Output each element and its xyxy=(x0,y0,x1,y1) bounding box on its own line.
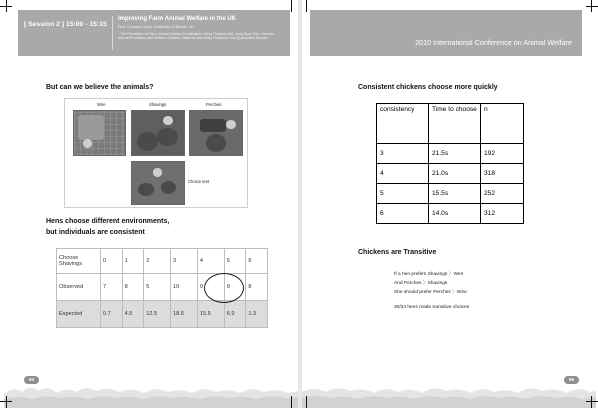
table-cell: 6 xyxy=(377,204,429,224)
grass-footer-left xyxy=(4,376,298,408)
table-cell: 1.3 xyxy=(246,301,268,328)
talk-speaker: Prof. Christine Nicol, University of Bristol, UK xyxy=(118,25,194,29)
column-header: n xyxy=(481,104,524,144)
column-header: Time to choose xyxy=(429,104,481,144)
table-cell: 4 xyxy=(197,249,224,274)
transitive-line-1: If a hen prefers Shavings 〉Wire xyxy=(394,272,464,277)
crop-mark xyxy=(591,396,592,408)
page-number-left: 94 xyxy=(24,376,39,384)
table-cell: 14.0s xyxy=(429,204,481,224)
photo-perches xyxy=(189,110,243,156)
table-cell: 5 xyxy=(377,184,429,204)
table-cell: 3 xyxy=(171,249,198,274)
table-cell: 7 xyxy=(101,274,123,301)
table-row xyxy=(377,184,524,204)
talk-title: Improving Farm Animal Welfare in the UK xyxy=(118,16,237,22)
conference-header-bar xyxy=(310,10,582,56)
heading-believe-animals: But can we believe the animals? xyxy=(46,84,154,91)
talk-related: - The Formation of Farm Animal Welfare Certification Using Program Md. Jong Hyun Kim, Director, Animal Protection and Welfare Division, National Veterinary Research and Quarantine Service xyxy=(118,32,275,41)
table-header-row xyxy=(377,104,524,144)
crop-mark xyxy=(291,0,292,12)
consistency-table xyxy=(376,103,524,224)
session-time: [ Session 2 ] 15:00 - 15:15 xyxy=(24,21,107,28)
table-row xyxy=(377,144,524,164)
table-cell: 21.5s xyxy=(429,144,481,164)
transitive-line-2: And Perches 〉Shavings xyxy=(394,281,448,286)
row-label: Choose Shavings xyxy=(57,249,101,274)
table-cell: 12.5 xyxy=(144,301,171,328)
row-label: Observed xyxy=(57,274,101,301)
table-cell: 318 xyxy=(481,164,524,184)
crop-mark xyxy=(591,0,592,12)
table-row xyxy=(57,301,268,328)
table-cell: 9 xyxy=(224,274,246,301)
row-label: Expected xyxy=(57,301,101,328)
heading-transitive: Chickens are Transitive xyxy=(358,249,437,256)
crop-mark xyxy=(306,0,307,12)
label-perches: Perches xyxy=(206,102,222,107)
table-cell: 192 xyxy=(481,144,524,164)
crop-mark xyxy=(6,0,7,12)
crop-mark xyxy=(291,396,292,408)
label-choice-test: Choice test xyxy=(188,179,209,184)
choice-test-figure xyxy=(64,98,248,208)
table-cell: 21.0s xyxy=(429,164,481,184)
column-header: consistency xyxy=(377,104,429,144)
highlight-circle xyxy=(204,273,244,303)
transitive-result: 30/34 hens made transitive choices xyxy=(394,305,470,310)
crop-mark xyxy=(586,401,598,402)
crop-mark xyxy=(306,396,307,408)
table-cell: 312 xyxy=(481,204,524,224)
session-header-bar xyxy=(18,10,290,56)
right-page xyxy=(302,0,596,408)
table-cell: 3 xyxy=(377,144,429,164)
table-cell: 0.7 xyxy=(101,301,123,328)
left-page xyxy=(4,0,298,408)
table-cell: 1 xyxy=(122,249,144,274)
table-cell: 6 xyxy=(246,249,268,274)
crop-mark xyxy=(586,6,598,7)
table-cell: 8 xyxy=(246,274,268,301)
table-row xyxy=(57,249,268,274)
grass-footer-right xyxy=(302,376,596,408)
table-cell: 5 xyxy=(144,274,171,301)
table-cell: 15.5 xyxy=(197,301,224,328)
photo-wire xyxy=(73,110,126,156)
table-row xyxy=(377,204,524,224)
table-cell: 18.6 xyxy=(171,301,198,328)
table-cell: 0 xyxy=(101,249,123,274)
heading-consistent-chickens: Consistent chickens choose more quickly xyxy=(358,84,498,91)
table-cell: 9 xyxy=(197,274,224,301)
photo-choice-test xyxy=(131,161,185,205)
table-row xyxy=(377,164,524,184)
table-cell: 4.5 xyxy=(122,301,144,328)
table-cell: 4 xyxy=(377,164,429,184)
table-cell: 6.9 xyxy=(224,301,246,328)
table-cell: 8 xyxy=(122,274,144,301)
label-shavings: Shavings xyxy=(149,102,167,107)
page-number-right: 95 xyxy=(564,376,579,384)
table-cell: 15.5s xyxy=(429,184,481,204)
heading-hens-line1: Hens choose different environments, xyxy=(46,218,170,225)
conference-title: 2010 International Conference on Animal Welfare xyxy=(415,38,572,47)
header-divider xyxy=(112,16,113,50)
heading-hens-line2: but individuals are consistent xyxy=(46,229,145,236)
table-cell: 5 xyxy=(224,249,246,274)
photo-shavings xyxy=(131,110,185,156)
table-cell: 10 xyxy=(171,274,198,301)
table-cell: 2 xyxy=(144,249,171,274)
transitive-line-3: She should prefer Perches 〉Wire xyxy=(394,290,467,295)
table-cell: 252 xyxy=(481,184,524,204)
crop-mark xyxy=(6,396,7,408)
label-wire: Wire xyxy=(97,102,106,107)
